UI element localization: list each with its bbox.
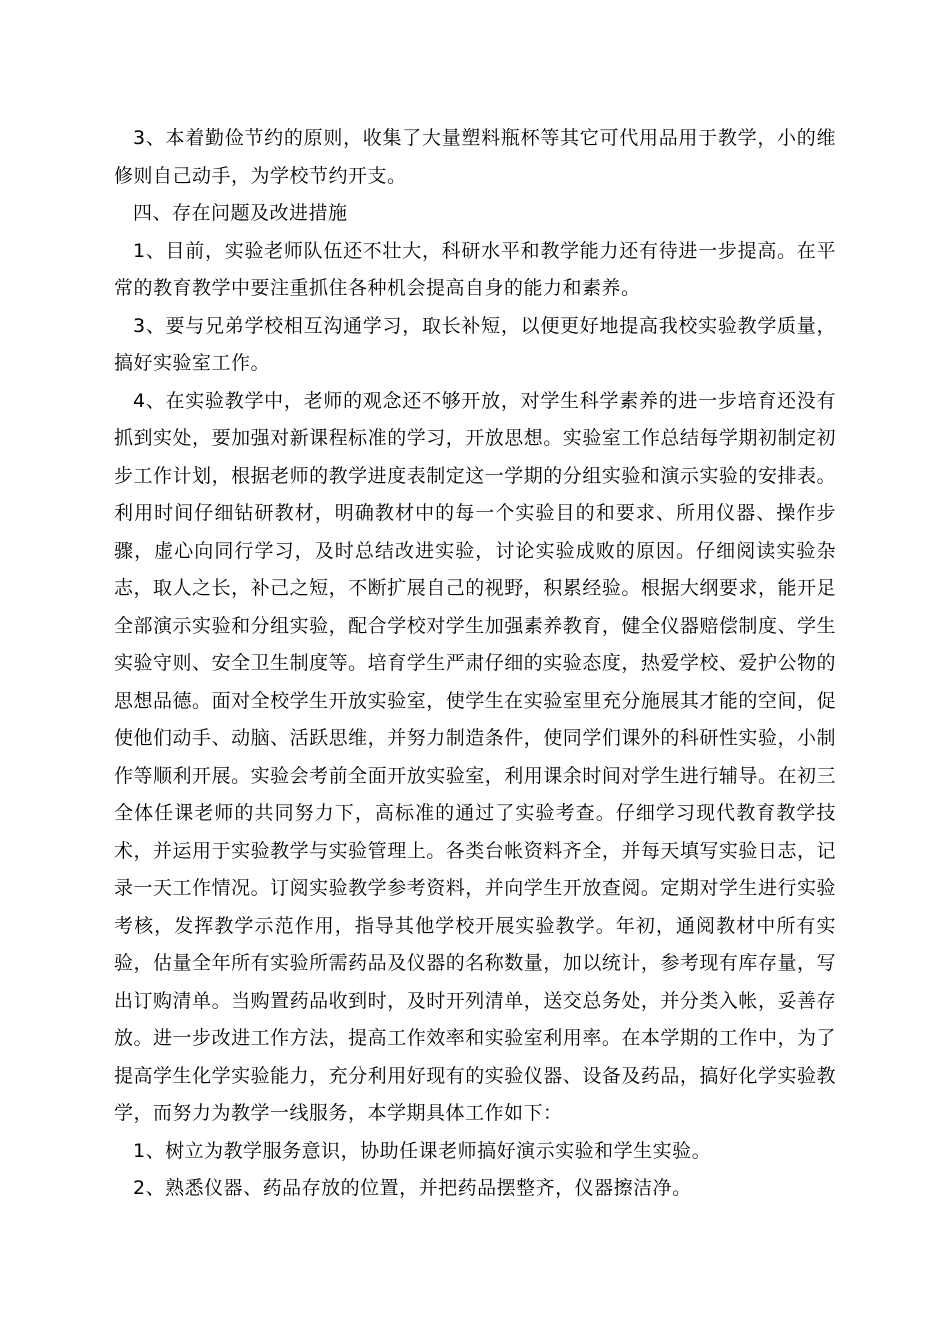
paragraph-exchange: 3、要与兄弟学校相互沟通学习，取长补短，以便更好地提高我校实验教学质量，搞好实验室工作。: [114, 314, 836, 374]
paragraph-teaching-work: 4、在实验教学中，老师的观念还不够开放，对学生科学素养的进一步培育还没有抓到实处，要加强对新课程标准的学习，开放思想。实验室工作总结每学期初制定初步工作计划，根据老师的教学进度表制定这一学期的分组实验和演示实验的安排表。利用时间仔细钻研教材，明确教材中的每一个实验目的和要求、所用仪器、操作步骤，虚心向同行学习，及时总结改进实验，讨论实验成败的原因。仔细阅读实验杂志，取人之长，补己之短，不断扩展自己的视野，积累经验。根据大纲要求，能开足全部演示实验和分组实验，配合学校对学生加强素养教育，健全仪器赔偿制度、学生实验守则、安全卫生制度等。培育学生严肃仔细的实验态度，热爱学校、爱护公物的思想品德。面对全校学生开放实验室，使学生在实验室里充分施展其才能的空间，促使他们动手、动脑、活跃思维，并努力制造条件，使同学们课外的科研性实验，小制作等顺利开展。实验会考前全面开放实验室，利用课余时间对学生进行辅导。在初三全体任课老师的共同努力下，高标准的通过了实验考查。仔细学习现代教育教学技术，并运用于实验教学与实验管理上。各类台帐资料齐全，并每天填写实验日志，记录一天工作情况。订阅实验教学参考资料，并向学生开放查阅。定期对学生进行实验考核，发挥教学示范作用，指导其他学校开展实验教学。年初，通阅教材中所有实验，估量全年所有实验所需药品及仪器的名称数量，加以统计，参考现有库存量，写出订购清单。当购置药品收到时，及时开列清单，送交总务处，并分类入帐，妥善存放。进一步改进工作方法，提高工作效率和实验室利用率。在本学期的工作中，为了提高学生化学实验能力，充分利用好现有的实验仪器、设备及药品，搞好化学实验教学，而努力为教学一线服务，本学期具体工作如下：: [114, 389, 836, 1124]
document-page: [114, 120, 836, 1208]
paragraph-conservation: 3、本着勤俭节约的原则，收集了大量塑料瓶杯等其它可代用品用于教学，小的维修则自己动手，为学校节约开支。: [114, 127, 836, 187]
section-heading-problems: 四、存在问题及改进措施: [133, 202, 348, 224]
paragraph-staff: 1、目前，实验老师队伍还不壮大，科研水平和教学能力还有待进一步提高。在平常的教育教学中要注重抓住各种机会提高自身的能力和素养。: [114, 239, 836, 299]
list-item-service: 1、树立为教学服务意识，协助任课老师搞好演示实验和学生实验。: [133, 1139, 712, 1162]
list-item-storage: 2、熟悉仪器、药品存放的位置，并把药品摆整齐，仪器擦洁净。: [133, 1177, 692, 1199]
